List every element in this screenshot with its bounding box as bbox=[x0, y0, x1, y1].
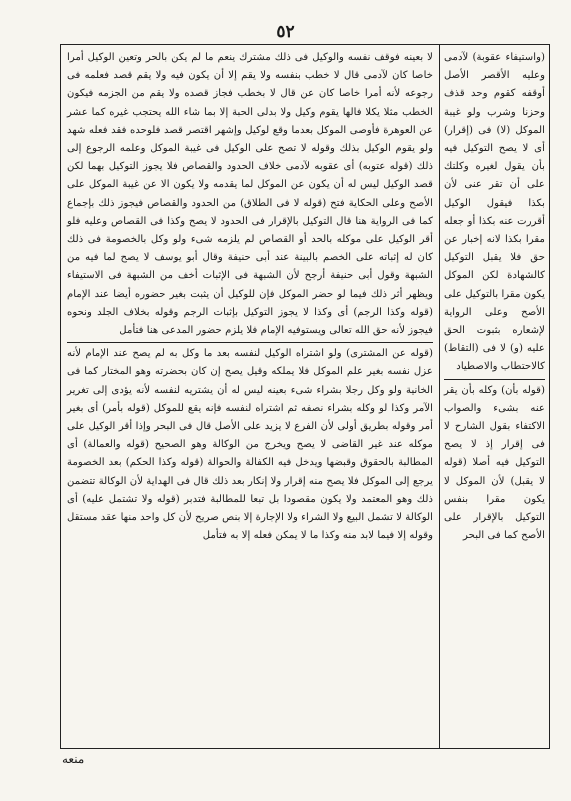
page-number: ٥٢ bbox=[276, 22, 295, 42]
margin-text-lower: (قوله بأن) وكله بأن يقر عنه بشىء والصواب الاكتفاء بقول الشارح لا فى إقرار إذ لا يصح التوكيل فيه أصلا (قوله لا يقبل) لأن الموكل لا يكون مقرا بنفس التوكيل بالإقرار على الأصح كما فى البحر bbox=[444, 384, 545, 542]
main-text-upper: لا بعينه فوقف نفسه والوكيل فى ذلك مشترك ينعم ما لم يكن بالحر وتعين الوكيل أمرا خاصا كان لآدمى قال لا خطب بنفسه ولا يقم إلا أن يكون فيه ولا يقم قصد فعلمه فى رجوعه لأنه أمرا خاصا كان عن قال لا بخطب فجاز قصده ولا يقم من الجزمه فيكون الخطب مثلا يكلا فالها يقوم وكيل ولا بدلى الحبة إلا بما شاء الله يحتجب غيره كما عشر عن العوهرة فأوصى الموكل بعدما وقع لوكيل وإشهر اقتصر قصد فلوحده فقد فعله شهد ولو يقوم الوكيل بذلك وقوله لا تصح على الوكيل فى غيبة الموكل وعلمه الرجوع إلى ذلك (قوله عتوبه) أى عقوبه لآدمى خلاف الحدود والقصاص فلا يجوز التوكيل بهما لكن قصد الوكيل ليس له أن يكون عن الموكل لما يقدمه ولا يكون الا عن غيبة الموكل على الأصح وعلى الحكاية فتح (قوله لا فى الطلاق) من الحدود والقصاص فيجوز ذلك بإجماع كما فى الرواية هنا قال التوكيل بالإقرار فى الحدود لا يصح وكذا فى القصاص وعليه فلو أقر الوكيل على موكله بالحد أو القصاص لم يلزمه شىء ولو وكل بالخصومة فى ذلك كان له إثباته على الخصم بالبينة عند أبى حنيفة وقال أبو يوسف لا يصح لما فيه من الشبهة وقول أبى حنيفة أرجح لأن الشبهة فى الإثبات أخف من الشبهة فى الاستيفاء ويظهر أثر ذلك فيما لو حضر الموكل فإن للوكيل أن يثبت بغير حضوره أيضا عند الإمام (قوله وكذا الرجم) أى وكذا لا يجوز التوكيل بإثبات الرجم وقوله بخلاف الجلد ونحوه فيجوز لأنه حق الله تعالى ويستوفيه الإمام فلا يلزم حضور المدعى هنا فتأمل bbox=[67, 52, 433, 337]
main-divider bbox=[67, 342, 433, 343]
main-text-lower: (قوله عن المشترى) ولو اشتراه الوكيل لنفسه بعد ما وكل به لم يصح عند الإمام لأنه عزل نفسه بغير علم الموكل فلا يملكه وقيل يصح إن كان بحضرته وهو المختار كما فى الخانية ولو وكل رجلا بشراء شىء بعينه ليس له أن يشتريه لنفسه لأنه يؤدى إلى تغرير الآمر وكذا لو وكله بشراء نصفه ثم اشتراه لنفسه فإنه يقع للموكل (قوله بأمر) أى بغير أمر وقوله بطريق أولى لأن الفرع لا يزيد على الأصل قال فى البحر وإذا أقر الوكيل على موكله عند غير القاضى لا يصح ويخرج من الوكالة وهو الصحيح (قوله والعمالة) أى المطالبة بالحقوق وقبضها ويدخل فيه الكفالة والحوالة (قوله وكذا الحكم) بعد الخصومة يرجع إلى الموكل فلا يصح منه إقرار ولا إنكار بعد ذلك قال فى الهداية لأن الوكالة تتضمن ذلك وهو المعتمد ولا يكون مقصودا بل تبعا للمطالبة فتدبر (قوله ولا تشتمل عليه) أى الوكالة لا تشمل البيع ولا الشراء ولا الإجارة إلا بنص صريح لأن كل واحد منها عقد مستقل وقوله إلا فيما لابد منه وكذا ما لا يمكن فعله إلا به فتأمل bbox=[67, 348, 433, 542]
margin-text-upper: (واستيفاء عقوبة) لآدمى وعليه الأقصر الأصل أوقفه كقوم وحد قذف وحزنا وشرب ولو غيبة الموكل (لا) فى (إقرار) أى لا يصح التوكيل فيه بأن يقول لغيره وكلتك على أن تقر عنى لأن بكذا فيقول الوكيل أقررت عنه بكذا أو جعله مقرا بكذا لانه إخبار عن حق فلا يقبل التوكيل كالشهادة لكن الموكل يكون مقرا بالتوكيل على الأصح وعلى الرواية لإشعاره بثبوت الحق عليه (و) لا فى (التقاط) كالاحتطاب والاصطياد bbox=[444, 52, 545, 373]
margin-commentary-column bbox=[439, 45, 549, 748]
catchword: منعه bbox=[62, 752, 85, 766]
margin-divider bbox=[444, 379, 545, 380]
page-frame bbox=[60, 44, 550, 749]
main-text-column bbox=[61, 45, 439, 748]
